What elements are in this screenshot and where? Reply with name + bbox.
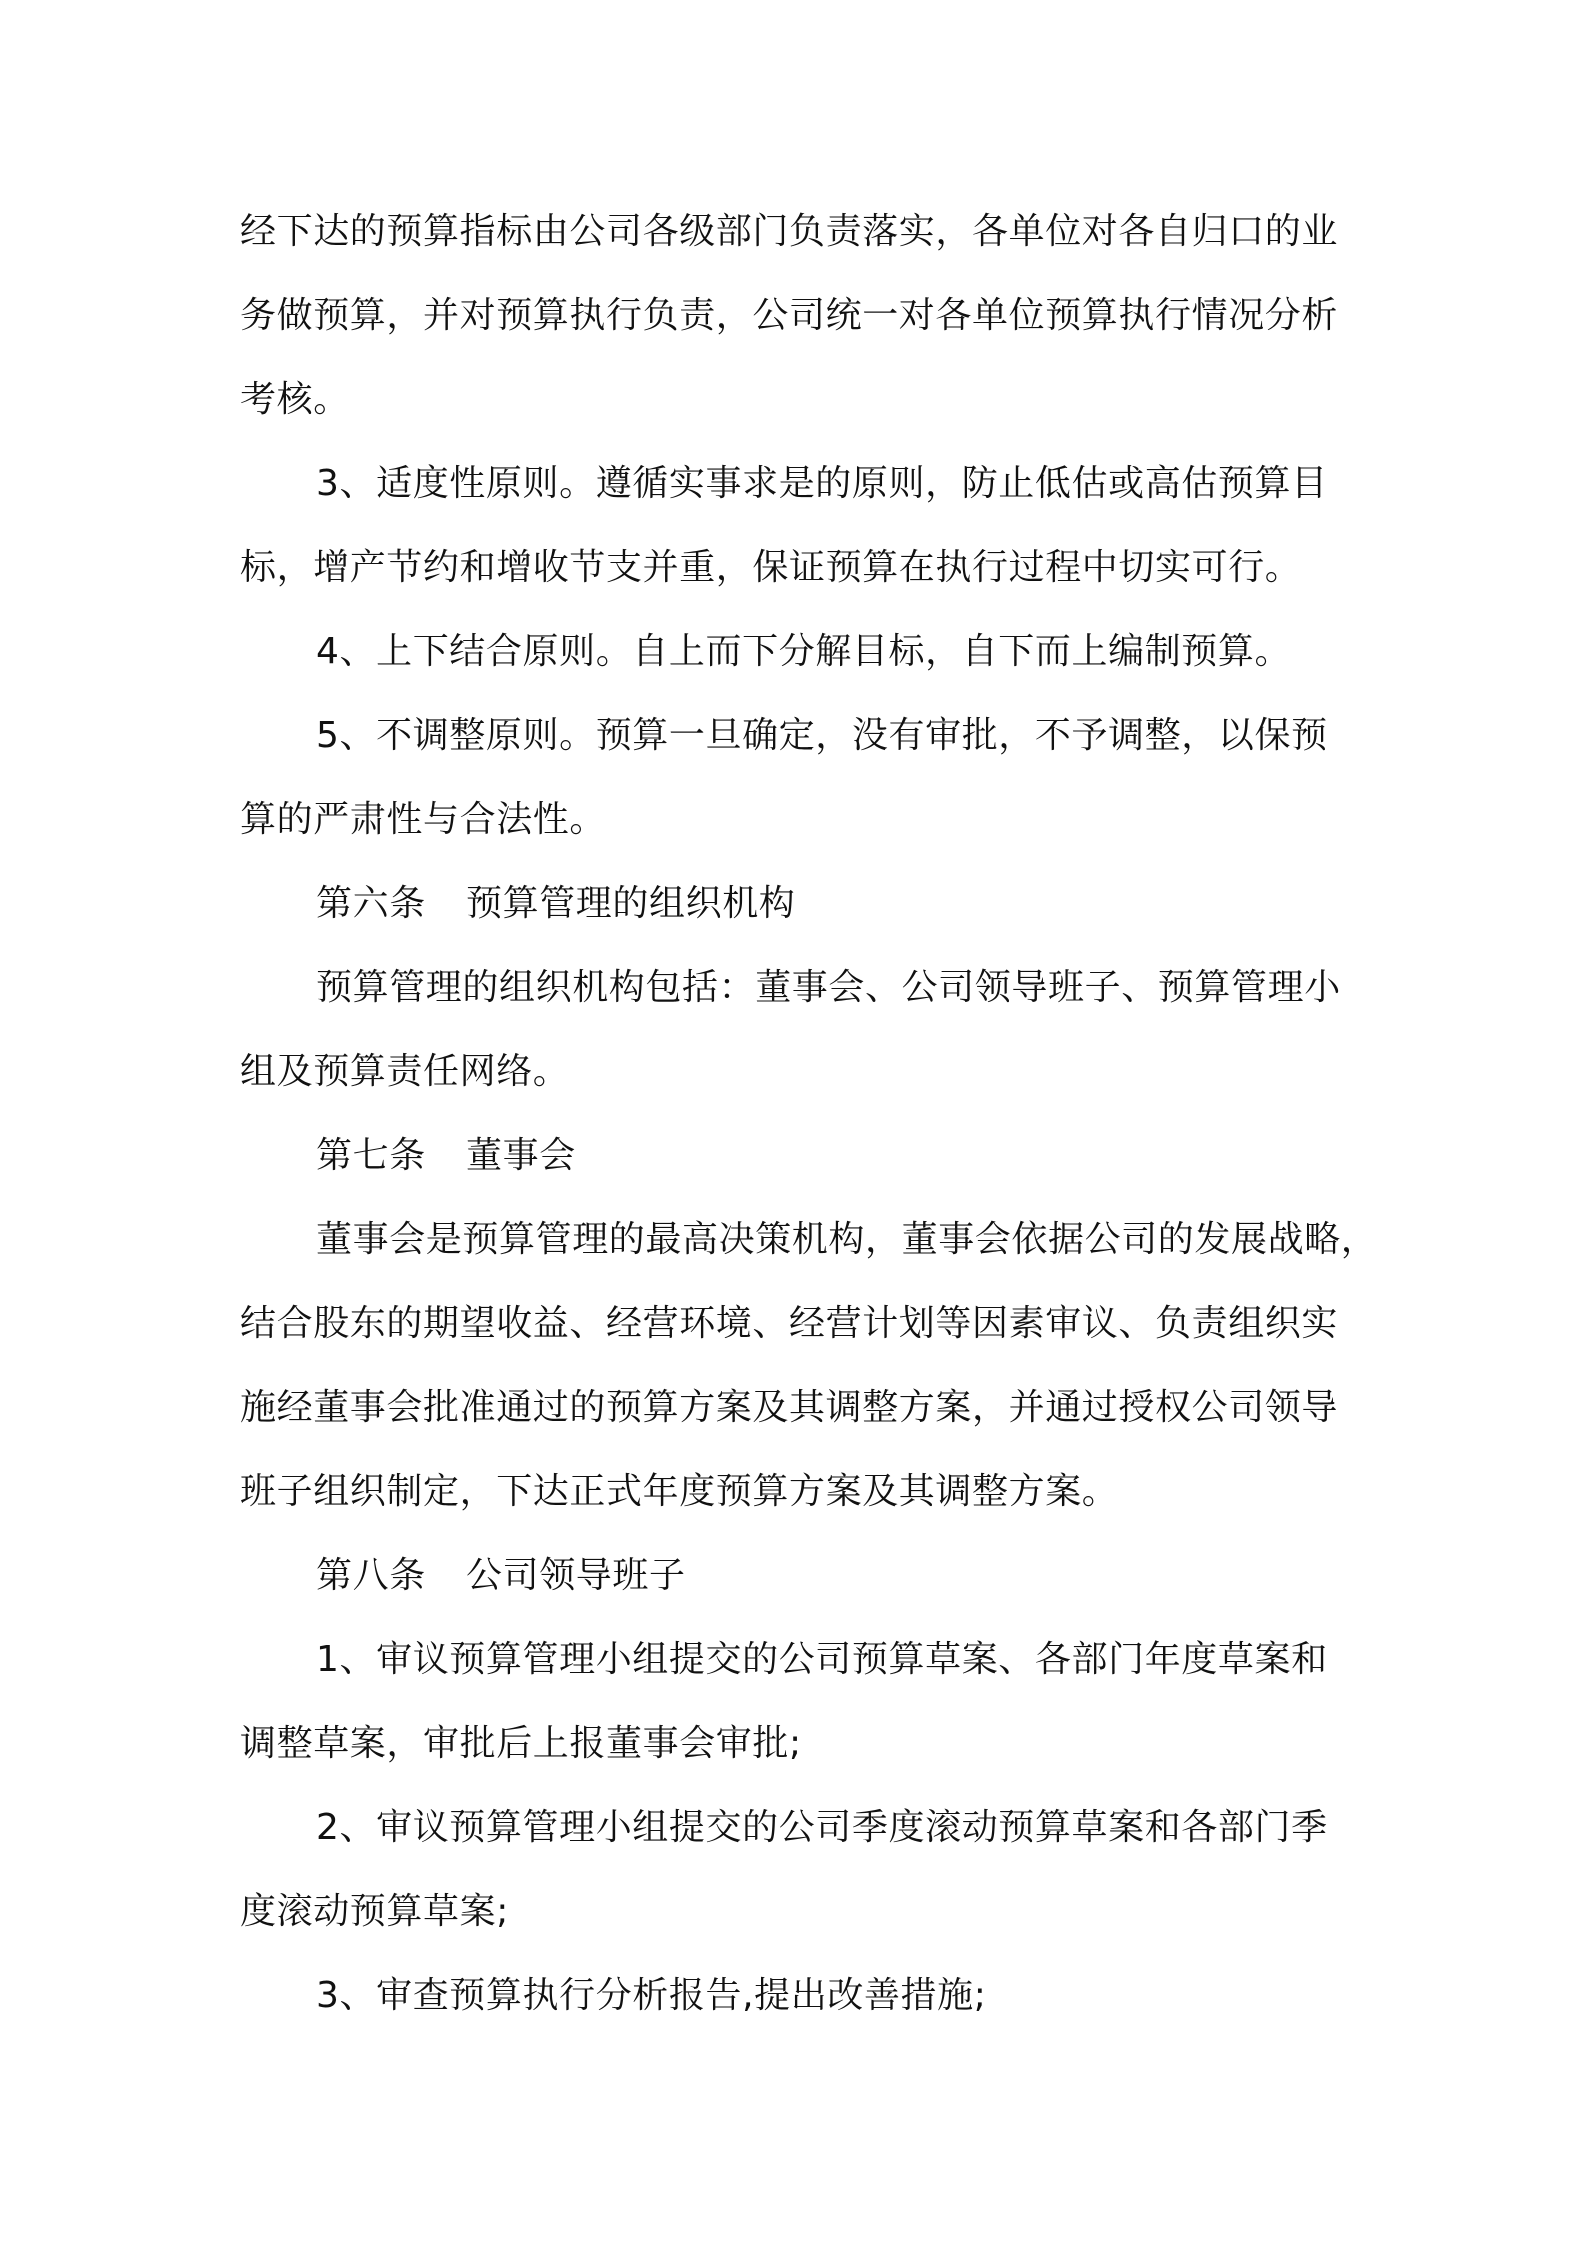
document-body bbox=[240, 190, 1378, 2038]
paragraph-line: 标，增产节约和增收节支并重，保证预算在执行过程中切实可行。 bbox=[240, 547, 1302, 588]
article-6-heading bbox=[240, 862, 1370, 946]
principle-3-line: 3、适度性原则。遵循实事求是的原则，防止低估或高估预算目 bbox=[316, 463, 1328, 504]
paragraph-line: 董事会是预算管理的最高决策机构，董事会依据公司的发展战略， bbox=[316, 1219, 1378, 1260]
paragraph-line: 结合股东的期望收益、经营环境、经营计划等因素审议、负责组织实 bbox=[240, 1303, 1339, 1344]
article-title: 公司领导班子 bbox=[466, 1555, 686, 1596]
paragraph-line: 度滚动预算草案; bbox=[240, 1891, 509, 1932]
article-number: 第七条 bbox=[316, 1135, 426, 1176]
article-title: 董事会 bbox=[466, 1135, 576, 1176]
paragraph-line: 班子组织制定，下达正式年度预算方案及其调整方案。 bbox=[240, 1471, 1119, 1512]
duty-1-line: 1、审议预算管理小组提交的公司预算草案、各部门年度草案和 bbox=[316, 1639, 1328, 1680]
paragraph-line: 施经董事会批准通过的预算方案及其调整方案，并通过授权公司领导 bbox=[240, 1387, 1339, 1428]
paragraph-line: 经下达的预算指标由公司各级部门负责落实，各单位对各自归口的业 bbox=[240, 211, 1339, 252]
article-8-heading bbox=[240, 1534, 1370, 1618]
paragraph-line: 务做预算，并对预算执行负责，公司统一对各单位预算执行情况分析 bbox=[240, 295, 1339, 336]
article-7-heading bbox=[240, 1114, 1370, 1198]
paragraph-line: 预算管理的组织机构包括：董事会、公司领导班子、预算管理小 bbox=[316, 967, 1341, 1008]
duty-2-line: 2、审议预算管理小组提交的公司季度滚动预算草案和各部门季 bbox=[316, 1807, 1328, 1848]
principle-5-line: 5、不调整原则。预算一旦确定，没有审批，不予调整，以保预 bbox=[316, 715, 1328, 756]
article-title: 预算管理的组织机构 bbox=[466, 883, 796, 924]
paragraph-line: 组及预算责任网络。 bbox=[240, 1051, 570, 1092]
duty-3-line: 3、审查预算执行分析报告,提出改善措施; bbox=[316, 1975, 987, 2016]
paragraph-line: 算的严肃性与合法性。 bbox=[240, 799, 607, 840]
principle-4-line: 4、上下结合原则。自上而下分解目标，自下而上编制预算。 bbox=[316, 631, 1292, 672]
article-number: 第八条 bbox=[316, 1555, 426, 1596]
paragraph-line: 调整草案，审批后上报董事会审批; bbox=[240, 1723, 802, 1764]
paragraph-line: 考核。 bbox=[240, 379, 350, 420]
article-number: 第六条 bbox=[316, 883, 426, 924]
